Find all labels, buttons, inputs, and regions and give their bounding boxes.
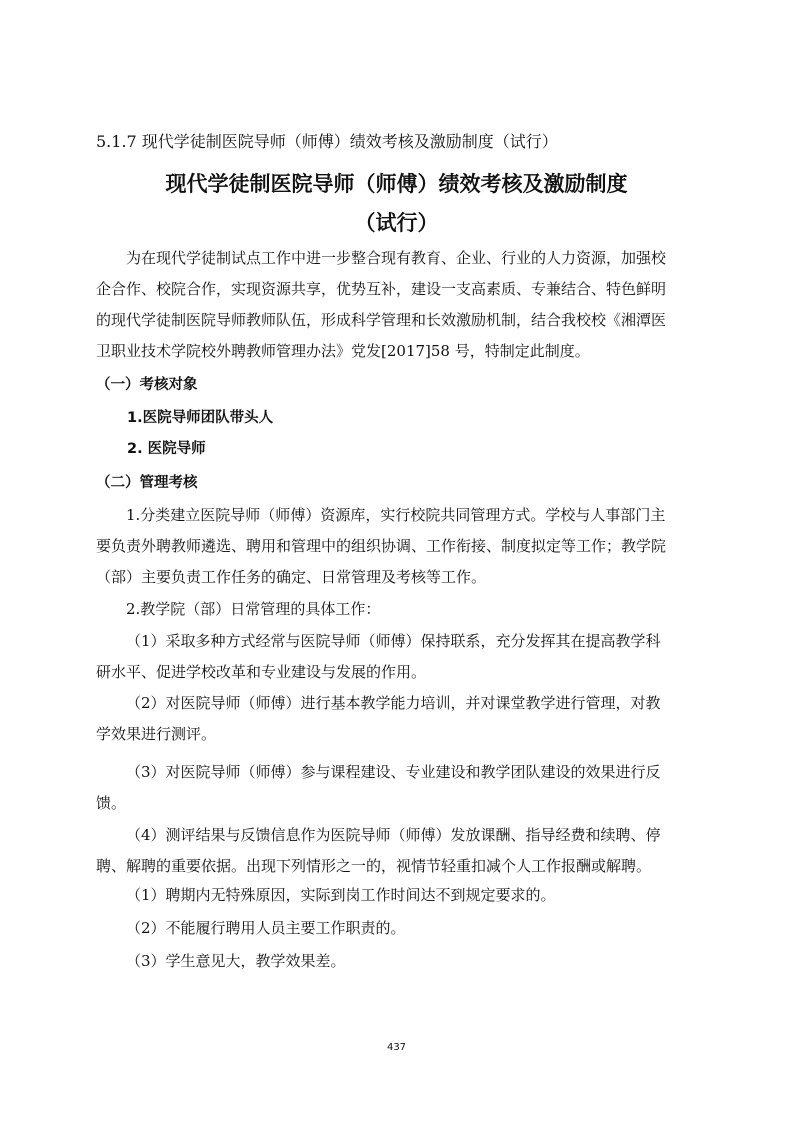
section2-paragraph-4 bbox=[96, 688, 702, 750]
section2-paragraph-9: （3）学生意见大，教学效果差。 bbox=[126, 952, 346, 970]
document-title-line2: （试行） bbox=[354, 211, 439, 235]
paragraph-line: 聘、解聘的重要依据。出现下列情形之一的，视情节轻重扣减个人工作报酬或解聘。 bbox=[96, 857, 652, 875]
section1-heading: （一）考核对象 bbox=[96, 377, 198, 393]
intro-line: 的现代学徒制医院导师教师队伍，形成科学管理和长效激励机制，结合我校校《湘潭医 bbox=[96, 311, 667, 329]
section2-paragraph-6 bbox=[96, 820, 702, 882]
paragraph-line: 1.分类建立医院导师（师傅）资源库，实行校院共同管理方式。学校与人事部门主 bbox=[126, 506, 666, 524]
paragraph-line: （4）测评结果与反馈信息作为医院导师（师傅）发放课酬、指导经费和续聘、停 bbox=[126, 826, 661, 844]
section2-paragraph-2: 2.教学院（部）日常管理的具体工作： bbox=[126, 600, 381, 618]
page-number: 437 bbox=[386, 1042, 407, 1053]
intro-line: 卫职业技术学院校外聘教师管理办法》党发[2017]58 号，特制定此制度。 bbox=[96, 342, 590, 360]
paragraph-line: （3）对医院导师（师傅）参与课程建设、专业建设和教学团队建设的效果进行反 bbox=[126, 763, 661, 781]
intro-line: 为在现代学徒制试点工作中进一步整合现有教育、企业、行业的人力资源，加强校 bbox=[126, 249, 667, 267]
paragraph-line: 学效果进行测评。 bbox=[96, 725, 217, 743]
section1-item-2: 2. 医院导师 bbox=[127, 441, 206, 457]
paragraph-line: 研水平、促进学校改革和专业建设与发展的作用。 bbox=[96, 663, 427, 681]
section1-item-1: 1.医院导师团队带头人 bbox=[127, 410, 274, 426]
section2-paragraph-3 bbox=[96, 626, 702, 688]
paragraph-line: （1）采取多种方式经常与医院导师（师傅）保持联系，充分发挥其在提高教学科 bbox=[126, 632, 661, 650]
section2-paragraph-8: （2）不能履行聘用人员主要工作职责的。 bbox=[126, 919, 406, 937]
paragraph-line: （2）对医院导师（师傅）进行基本教学能力培训，并对课堂教学进行管理，对教 bbox=[126, 694, 661, 712]
section2-paragraph-7: （1）聘期内无特殊原因，实际到岗工作时间达不到规定要求的。 bbox=[126, 886, 556, 904]
paragraph-line: 要负责外聘教师遴选、聘用和管理中的组织协调、工作衔接、制度拟定等工作；教学院 bbox=[96, 537, 667, 555]
intro-line: 企合作、校院合作，实现资源共享，优势互补，建设一支高素质、专兼结合、特色鲜明 bbox=[96, 280, 667, 298]
section2-paragraph-1 bbox=[96, 500, 702, 593]
paragraph-line: （部）主要负责工作任务的确定、日常管理及考核等工作。 bbox=[96, 568, 487, 586]
section2-paragraph-5 bbox=[96, 757, 702, 819]
document-title-line1: 现代学徒制医院导师（师傅）绩效考核及激励制度 bbox=[165, 172, 628, 196]
section-heading: 5.1.7 现代学徒制医院导师（师傅）绩效考核及激励制度（试行） bbox=[96, 132, 558, 151]
intro-paragraph bbox=[96, 243, 702, 367]
paragraph-line: 馈。 bbox=[96, 794, 127, 812]
section2-heading: （二）管理考核 bbox=[96, 475, 198, 491]
